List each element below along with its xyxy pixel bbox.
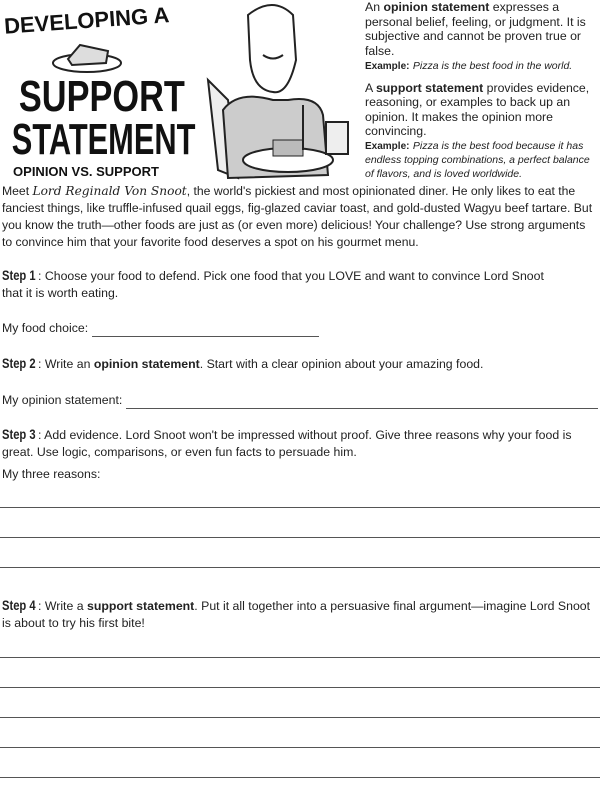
support-input-5[interactable] <box>0 748 600 778</box>
opinion-definition: An opinion statement expresses a personal belief, feeling, or judgment. It is subjective and cannot be proven true or false. <box>365 0 586 58</box>
food-choice-row <box>2 320 598 337</box>
reason-input-2[interactable] <box>0 508 600 538</box>
opinion-statement-label: My opinion statement: <box>2 393 123 407</box>
support-input-3[interactable] <box>0 688 600 718</box>
step-4: Step 4 : Write a support statement. Put it all together into a persuasive final argument—imagine Lord Snoot is about to try his first bite! <box>2 597 591 630</box>
support-input-4[interactable] <box>0 718 600 748</box>
support-input-1[interactable] <box>0 632 600 658</box>
worksheet-body <box>2 183 598 778</box>
definitions-column <box>365 0 600 181</box>
step-3: Step 3 : Add evidence. Lord Snoot won't be impressed without proof. Give three reasons why your food is great. Use logic, comparisons, or even fun facts to persuade him. <box>2 426 572 459</box>
opinion-statement-input[interactable] <box>126 396 598 409</box>
opinion-example: Example: Pizza is the best food in the world. <box>365 60 573 72</box>
reason-input-3[interactable] <box>0 538 600 568</box>
step-1: Step 1 : Choose your food to defend. Pick one food that you LOVE and want to convince Lord Snoot that it is worth eating. <box>2 267 544 300</box>
title-line3: STATEMENT <box>11 115 196 164</box>
opinion-statement-row <box>2 392 598 409</box>
subtitle: OPINION VS. SUPPORT <box>13 164 159 179</box>
title-line2: SUPPORT <box>18 72 185 121</box>
reason-input-1[interactable] <box>0 483 600 508</box>
support-input-2[interactable] <box>0 658 600 688</box>
lord-snoot-illustration <box>178 0 363 180</box>
three-reasons-label: My three reasons: <box>2 467 101 481</box>
intro-paragraph: Meet Lord Reginald Von Snoot, the world's pickiest and most opinionated diner. He only likes to eat the fanciest things, like truffle-infused quail eggs, fig-glazed caviar toast, and gold-dusted Wagyu beef tartare. But you know the truth—other foods are just as (or even more) delicious! Your challenge? Use strong arguments to convince him that your favorite food deserves a spot on his gourmet menu. <box>2 184 593 249</box>
sandwich-plate-icon <box>50 38 125 74</box>
title-line1: DEVELOPING A <box>3 2 171 39</box>
step-2: Step 2 : Write an opinion statement. Start with a clear opinion about your amazing food. <box>2 355 484 371</box>
support-example: Example: Pizza is the best food because it has endless topping combinations, a perfect balance of flavors, and is loved worldwide. <box>365 139 590 180</box>
food-choice-label: My food choice: <box>2 321 89 335</box>
support-definition: A support statement provides evidence, reasoning, or examples to back up an opinion. It makes the opinion more convincing. <box>365 80 590 138</box>
food-choice-input[interactable] <box>92 324 319 337</box>
